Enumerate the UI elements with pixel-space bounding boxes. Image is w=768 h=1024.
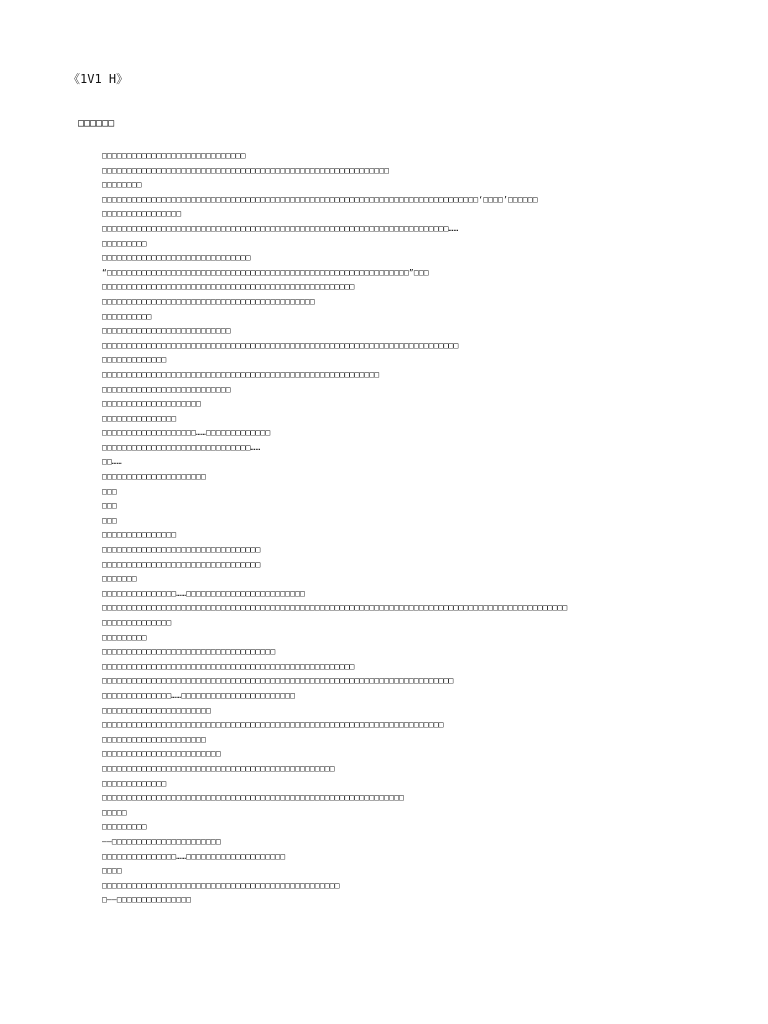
- paragraph: □□□□□□□□□□□□□□□□□□□□□□□□□□□□□□□□□□□□□□□□□□□□□□□□□□□□□□□□: [102, 369, 380, 379]
- paragraph: “□□□□□□□□□□□□□□□□□□□□□□□□□□□□□□□□□□□□□□□□□□□□□□□□□□□□□□□□□□□□□”□□□: [102, 267, 429, 277]
- paragraph: □□□□: [102, 866, 122, 876]
- paragraph: □□□□□□□□□□□□□□□□□□□□□□□□□□□□□□□□□□□□□□□□□□□□□□□□□□□□□□□□□□□□□□□□□□□□□□□□: [102, 340, 459, 350]
- paragraph: □□□□□□□□□□□□□□□□□□□□□□□□□□: [102, 326, 231, 336]
- paragraph: □□□□□□□□□□□□□□□□□□□□□□□□□□□□□□□□□□□□□□□□□□□□□□□□□□□□□□□□□□□□□: [102, 793, 404, 803]
- paragraph: □□□□□□□□□□□□□□□: [102, 413, 177, 423]
- paragraph: □□□□□□□□□□□□□□□□□□□□□□□□□□□□□□□□□□□□□□□□□□□□□□□: [102, 763, 335, 773]
- paragraph: □□□□□□□□□□□□□□□: [102, 530, 177, 540]
- paragraph: □□□□□□□□□□□□□□□□□□□□□□□□□□□□□: [102, 151, 246, 160]
- paragraph: □□□□□□□□□□□□□□□□□□□□□□□□□□: [102, 384, 231, 394]
- paragraph: □□□: [102, 515, 117, 525]
- paragraph: □——□□□□□□□□□□□□□□□: [102, 895, 192, 905]
- paragraph: □□□□□□□□□□□□□□……□□□□□□□□□□□□□□□□□□□□□□□: [102, 690, 296, 700]
- paragraph: □□□□□□□□□□□□□□□□□□□□□□□□□□□□□□□□□□□□□□□□□□□□□□□□□□□□□□□□□□□□□□□□□□□□□□□: [102, 676, 454, 686]
- paragraph: □□□□□□□□□□□□□□□□□□□□□□□□□□□□□□□□□□□□□□□□□□□□□□□□□□□□□□□□□□: [102, 165, 390, 175]
- paragraph: □□……: [102, 457, 122, 467]
- paragraph: □□□□□□□□□□□□□□□□□□□□□□□□□□□□□□□□□□□□□□□□□□□□□□□□: [102, 880, 340, 890]
- paragraph: □□□□□□□□□: [102, 822, 147, 832]
- paragraph: □□□□□□□: [102, 574, 137, 584]
- paragraph: □□□□□□□□□□□□□□□□□□□……□□□□□□□□□□□□□: [102, 428, 271, 438]
- paragraph: □□□□□□□□□□: [102, 311, 152, 321]
- paragraph: □□□□□□□□□□□□□□□□□□□□□□□□□□□□□□□□□□□□□□□□□□□: [102, 296, 315, 306]
- paragraph: □□□□□□□□□□□□□□□□□□□□: [102, 399, 202, 409]
- paragraph: □□□□□□□□□□□□□: [102, 355, 167, 365]
- paragraph: □□□□□□□□□: [102, 632, 147, 642]
- paragraph: □□□□□□□□□□□□□□□□□□□□□□□□□□□□□□□□: [102, 545, 261, 555]
- paragraph: □□□□□□□□□□□□□□□……□□□□□□□□□□□□□□□□□□□□: [102, 851, 286, 861]
- paragraph: □□□□□□□□□□□□□□□□□□□□□□□□□□□□□□: [102, 253, 251, 263]
- paragraph: □□□□□□□□□□□□□□□□□□□□□□□□□□□□□□□□□□□□□□□□□□□□□□□□□□□: [102, 661, 355, 671]
- document-title: 《1V1 H》: [68, 72, 129, 86]
- paragraph: □□□□□□□□□□□□□□□□□□□□□□□□□□□□□□□□: [102, 559, 261, 569]
- paragraph: □□□□□□□□□□□□□□□□□□□□□: [102, 734, 206, 744]
- paragraph: □□□□□□□□□□□□□: [102, 778, 167, 788]
- paragraph: □□□□□□□□□□□□□□: [102, 618, 172, 627]
- paragraph: □□□□□□□□□□□□□□□□: [102, 209, 182, 219]
- document-body: [72, 149, 752, 908]
- chapter-heading: □□□□□□: [78, 118, 115, 129]
- paragraph: □□□□□: [102, 807, 127, 817]
- paragraph: □□□□□□□□□□□□□□□□□□□□□□□□□□□□□□□□□□□□□□□□□□□□□□□□□□□: [102, 282, 355, 292]
- paragraph: □□□□□□□□□: [102, 238, 147, 248]
- paragraph: ——□□□□□□□□□□□□□□□□□□□□□□: [102, 836, 221, 846]
- paragraph: □□□: [102, 486, 117, 496]
- paragraph: □□□□□□□□□□□□□□□□□□□□□□□□: [102, 749, 221, 759]
- paragraph: □□□□□□□□□□□□□□□……□□□□□□□□□□□□□□□□□□□□□□□□: [102, 588, 305, 598]
- paragraph: □□□□□□□□□□□□□□□□□□□□□□□□□□□□□□□□□□□□□□□□□□□□□□□□□□□□□□□□□□□□□□□□□□□□□□……: [102, 223, 459, 233]
- paragraph: □□□□□□□□: [102, 180, 142, 190]
- paragraph: □□□□□□□□□□□□□□□□□□□□□□□□□□□□□□□□□□□: [102, 647, 276, 657]
- paragraph: □□□□□□□□□□□□□□□□□□□□□□: [102, 705, 211, 715]
- paragraph: □□□: [102, 501, 117, 511]
- paragraph: □□□□□□□□□□□□□□□□□□□□□□□□□□□□□□□□□□□□□□□□□□□□□□□□□□□□□□□□□□□□□□□□□□□□□: [102, 720, 444, 730]
- paragraph: □□□□□□□□□□□□□□□□□□□□□□□□□□□□□□□□□□□□□□□□□□□□□□□□□□□□□□□□□□□□□□□□□□□□□□□□□□□□‘□□□□’□□□□□□: [102, 194, 538, 204]
- paragraph: □□□□□□□□□□□□□□□□□□□□□: [102, 472, 206, 482]
- paragraph: □□□□□□□□□□□□□□□□□□□□□□□□□□□□□□□□□□□□□□□□□□□□□□□□□□□□□□□□□□□□□□□□□□□□□□□□□□□□□□□□□□□□□□□□□□□□□□: [102, 603, 568, 613]
- paragraph: □□□□□□□□□□□□□□□□□□□□□□□□□□□□□□……: [102, 442, 261, 452]
